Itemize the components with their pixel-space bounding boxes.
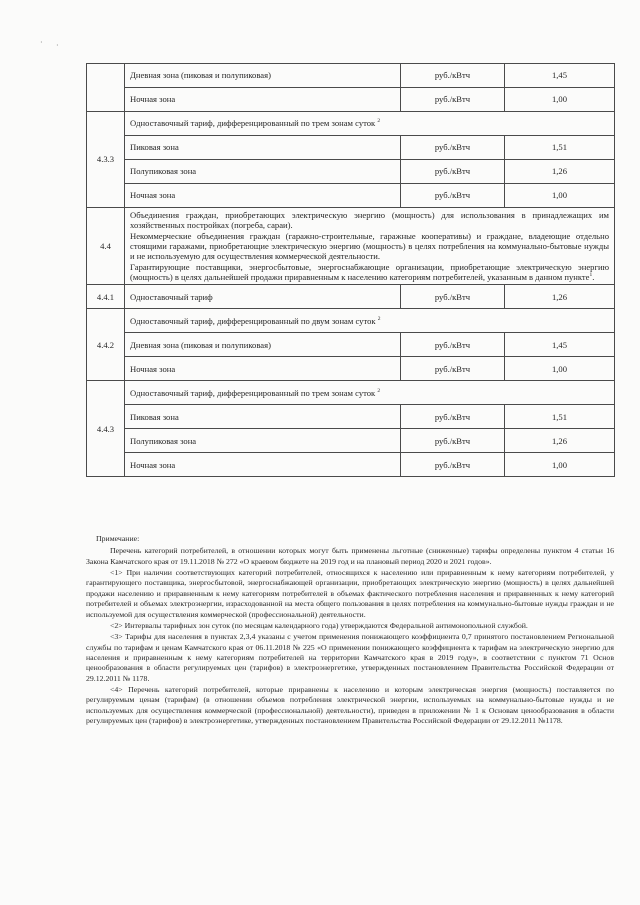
- value-cell: 1,45: [505, 64, 615, 88]
- row-label: Полупиковая зона: [125, 160, 401, 184]
- note-paragraph: <4> Перечень категорий потребителей, которые приравнены к населению и которым электрическая энергия (мощность) поставляется по регулируемым ценам (тарифам) (в отношении объемов потребления электрической энергии, используемых на коммунально-бытовые нужды и не используемых для осуществления коммерческой (профессиональной) деятельности), приведен в приложении № 1 к Основам ценообразования в области регулируемых цен (тарифов) в электроэнергетике, утвержденных постановлением Правительства Российской Федерации от 29.12.2011 №1178.: [86, 685, 614, 726]
- note-paragraph: <1> При наличии соответствующих категорий потребителей, относящихся к населению или приравненным к нему категориям потребителей, у гарантирующего поставщика, энергосбытовой, энергоснабжающей организации, приобретающих электрическую энергию (мощность) в целях дальнейшей продажи населению и приравненным к нему категориям потребителей в объемах фактического потребления населения и приравненных к нему категорий потребителей и объемах электроэнергии, израсходованной на места общего пользования в целях потребления на коммунально-бытовые нужды граждан и не используемой для осуществления коммерческой (профессиональной) деятельности.: [86, 568, 614, 619]
- table-row: [87, 88, 615, 112]
- unit-cell: руб./кВтч: [401, 88, 505, 112]
- unit-cell: руб./кВтч: [401, 136, 505, 160]
- note-paragraph: Перечень категорий потребителей, в отношении которых могут быть применены льготные (сниженные) тарифы определены пунктом 4 статьи 16 Закона Камчатского края от 19.11.2018 № 272 «О краевом бюджете на 2019 год и на плановый период 2020 и 2021 годов».: [86, 546, 614, 566]
- table-row: [87, 160, 615, 184]
- unit-cell: руб./кВтч: [401, 357, 505, 381]
- row-label: Дневная зона (пиковая и полупиковая): [125, 64, 401, 88]
- table-row: [87, 285, 615, 309]
- row-label: Одноставочный тариф: [125, 285, 401, 309]
- notes-section: [86, 534, 614, 727]
- tariff-table-body: [87, 64, 615, 477]
- table-row: [87, 453, 615, 477]
- description-text: Некоммерческие объединения граждан (гаражно-строительные, гаражные кооперативы) и граждане, владеющие отдельно стоящими гаражами, приобретающие электрическую энергию (мощность) в целях потребления на коммунально-бытовые нужды и не используемую для осуществления коммерческой деятельности.: [130, 230, 609, 262]
- unit-cell: руб./кВтч: [401, 333, 505, 357]
- category-description: [125, 208, 615, 285]
- footnote-ref: 2: [377, 315, 381, 322]
- unit-cell: руб./кВтч: [401, 429, 505, 453]
- table-row: [87, 208, 615, 285]
- notes-title: Примечание:: [96, 534, 140, 543]
- value-cell: 1,45: [505, 333, 615, 357]
- row-label: Ночная зона: [125, 357, 401, 381]
- unit-cell: руб./кВтч: [401, 184, 505, 208]
- row-label: Дневная зона (пиковая и полупиковая): [125, 333, 401, 357]
- row-number: 4.4.2: [87, 309, 125, 381]
- description-paragraph: [130, 210, 609, 231]
- scan-speck: ·: [56, 41, 59, 50]
- row-label: Пиковая зона: [125, 405, 401, 429]
- table-row: [87, 429, 615, 453]
- value-cell: 1,26: [505, 429, 615, 453]
- value-cell: 1,00: [505, 453, 615, 477]
- table-row: [87, 333, 615, 357]
- table-row: [87, 405, 615, 429]
- value-cell: 1,26: [505, 285, 615, 309]
- group-header: [125, 381, 615, 405]
- row-label: Ночная зона: [125, 453, 401, 477]
- description-paragraph: [130, 231, 609, 262]
- row-number: 4.4: [87, 208, 125, 285]
- value-cell: 1,51: [505, 136, 615, 160]
- scan-speck: ·: [40, 38, 43, 47]
- unit-cell: руб./кВтч: [401, 160, 505, 184]
- unit-cell: руб./кВтч: [401, 285, 505, 309]
- unit-cell: руб./кВтч: [401, 405, 505, 429]
- row-number: 4.3.3: [87, 112, 125, 208]
- note-paragraph: <2> Интервалы тарифных зон суток (по месяцам календарного года) утверждаются Федеральной антимонопольной службой.: [110, 620, 528, 630]
- table-row: [87, 112, 615, 136]
- row-label: Полупиковая зона: [125, 429, 401, 453]
- table-row: [87, 184, 615, 208]
- unit-cell: руб./кВтч: [401, 453, 505, 477]
- footnote-ref: 1: [589, 272, 593, 279]
- table-row: [87, 309, 615, 333]
- note-paragraph: <3> Тарифы для населения в пунктах 2,3,4 указаны с учетом применения понижающего коэффициента 0,7 принятого постановлением Региональной службы по тарифам и ценам Камчатского края от 06.11.2018 № 225 «О применении понижающего коэффициента к тарифам на электрическую энергию для населения и приравненным к нему категориям потребителей на территории Камчатского края в 2019 году», в соответствии с пунктом 71 Основ ценообразования в области регулируемых цен (тарифов) в электроэнергетике, утвержденных постановлением Правительства Российской Федерации от 29.12.2011 № 1178.: [86, 632, 614, 683]
- value-cell: 1,00: [505, 357, 615, 381]
- table-row: [87, 136, 615, 160]
- group-header-text: Одноставочный тариф, дифференцированный по двум зонам суток: [130, 315, 376, 326]
- table-row: [87, 381, 615, 405]
- unit-cell: руб./кВтч: [401, 64, 505, 88]
- group-header-text: Одноставочный тариф, дифференцированный по трем зонам суток: [130, 118, 376, 129]
- description-paragraph: Гарантирующие поставщики, энергосбытовые, энергоснабжающие организации, приобретающие электрическую энергию (мощность) в целях дальнейшей продажи приравненным к населению категориям потребителей, указанным в данном пункте$^1$.: [130, 261, 609, 282]
- tariff-table: [86, 63, 615, 477]
- row-label: Ночная зона: [125, 184, 401, 208]
- description-text: Объединения граждан, приобретающих электрическую энергию (мощность) для использования в принадлежащих им хозяйственных постройках (погреба, сараи).: [130, 210, 609, 231]
- value-cell: 1,00: [505, 88, 615, 112]
- table-row: [87, 357, 615, 381]
- group-header: [125, 112, 615, 136]
- footnote-ref: 2: [377, 387, 381, 394]
- description-text: Гарантирующие поставщики, энергосбытовые, энергоснабжающие организации, приобретающие электрическую энергию (мощность) в целях дальнейшей продажи приравненным к населению категориям потребителей, указанным в данном пункте: [130, 261, 609, 282]
- group-header-text: Одноставочный тариф, дифференцированный по трем зонам суток: [130, 387, 376, 398]
- footnote-ref: 2: [377, 118, 381, 125]
- row-number: 4.4.1: [87, 285, 125, 309]
- value-cell: 1,26: [505, 160, 615, 184]
- group-header: [125, 309, 615, 333]
- value-cell: 1,51: [505, 405, 615, 429]
- row-label: Пиковая зона: [125, 136, 401, 160]
- value-cell: 1,00: [505, 184, 615, 208]
- row-number: [87, 64, 125, 112]
- row-label: Ночная зона: [125, 88, 401, 112]
- row-number: 4.4.3: [87, 381, 125, 477]
- table-row: [87, 64, 615, 88]
